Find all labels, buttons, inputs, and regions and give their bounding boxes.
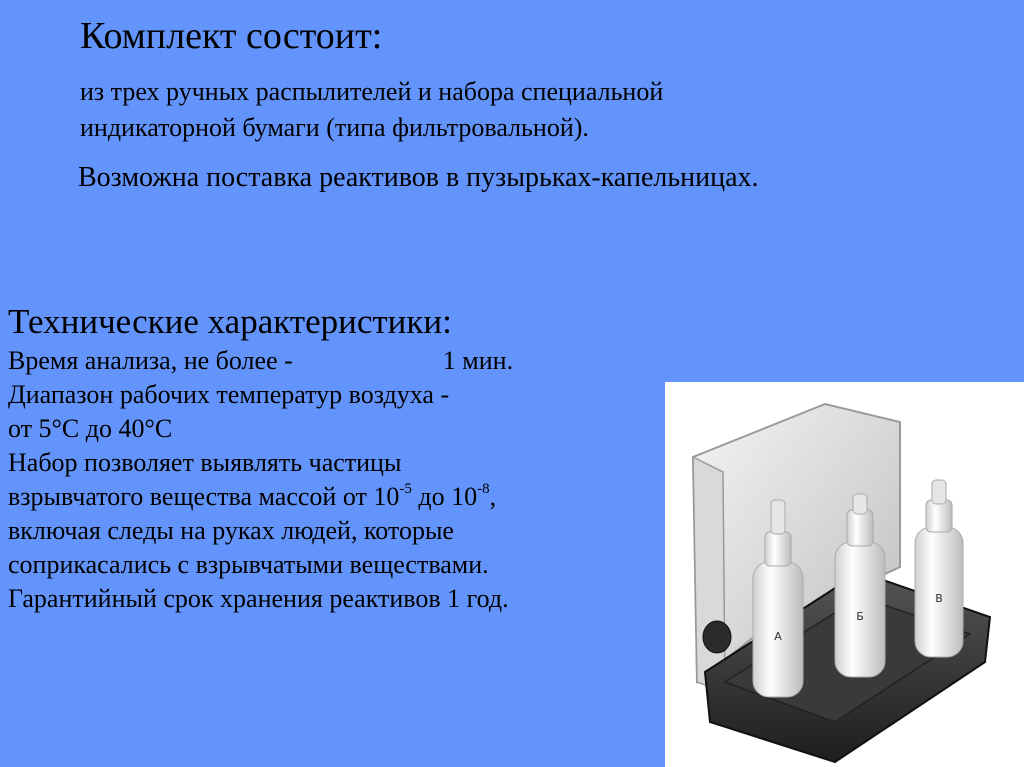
- spec-detection-text-c: ,: [489, 482, 497, 511]
- spec-temperature-line-1: Диапазон рабочих температур воздуха -: [8, 380, 450, 409]
- case-side-wall: [693, 457, 725, 692]
- spec-detection-text-b: до 10: [411, 482, 478, 511]
- spec-analysis-time: [8, 344, 513, 378]
- case-hinge: [703, 621, 731, 653]
- spec-analysis-time-value: 1 мин.: [442, 346, 514, 375]
- spec-analysis-time-label: Время анализа, не более -: [8, 346, 293, 375]
- kit-description: [80, 74, 663, 146]
- spec-exponent-1: -5: [399, 481, 412, 498]
- spec-exponent-2: -8: [477, 481, 490, 498]
- bottle-label-a: A: [774, 630, 782, 643]
- spec-detection-line-4: соприкасались с взрывчатыми веществами.: [8, 550, 489, 579]
- kit-description-line-1: из трех ручных распылителей и набора специальной: [80, 77, 664, 106]
- kit-description-line-2: индикаторной бумаги (типа фильтровальной).: [80, 113, 589, 142]
- kit-heading: Комплект состоит:: [80, 15, 383, 57]
- spec-detection-line-2: [8, 480, 513, 514]
- kit-supply-note: Возможна поставка реактивов в пузырьках-капельницах.: [78, 162, 759, 193]
- bottle-label-c: В: [935, 592, 943, 605]
- kit-photo: [665, 382, 1024, 767]
- spec-temperature-line-2: от 5°С до 40°С: [8, 414, 173, 443]
- spec-detection-line-3: включая следы на руках людей, которые: [8, 516, 454, 545]
- spec-detection-text-a: взрывчатого вещества массой от 10: [8, 482, 400, 511]
- spray-bottle-c: [915, 480, 963, 657]
- kit-photo-illustration: [665, 382, 1024, 767]
- specs-heading: Технические характеристики:: [8, 302, 452, 341]
- bottle-label-b: Б: [856, 610, 864, 623]
- specs-list: [8, 344, 513, 616]
- spec-detection-line-1: Набор позволяет выявлять частицы: [8, 448, 402, 477]
- spec-warranty: Гарантийный срок хранения реактивов 1 год.: [8, 584, 509, 613]
